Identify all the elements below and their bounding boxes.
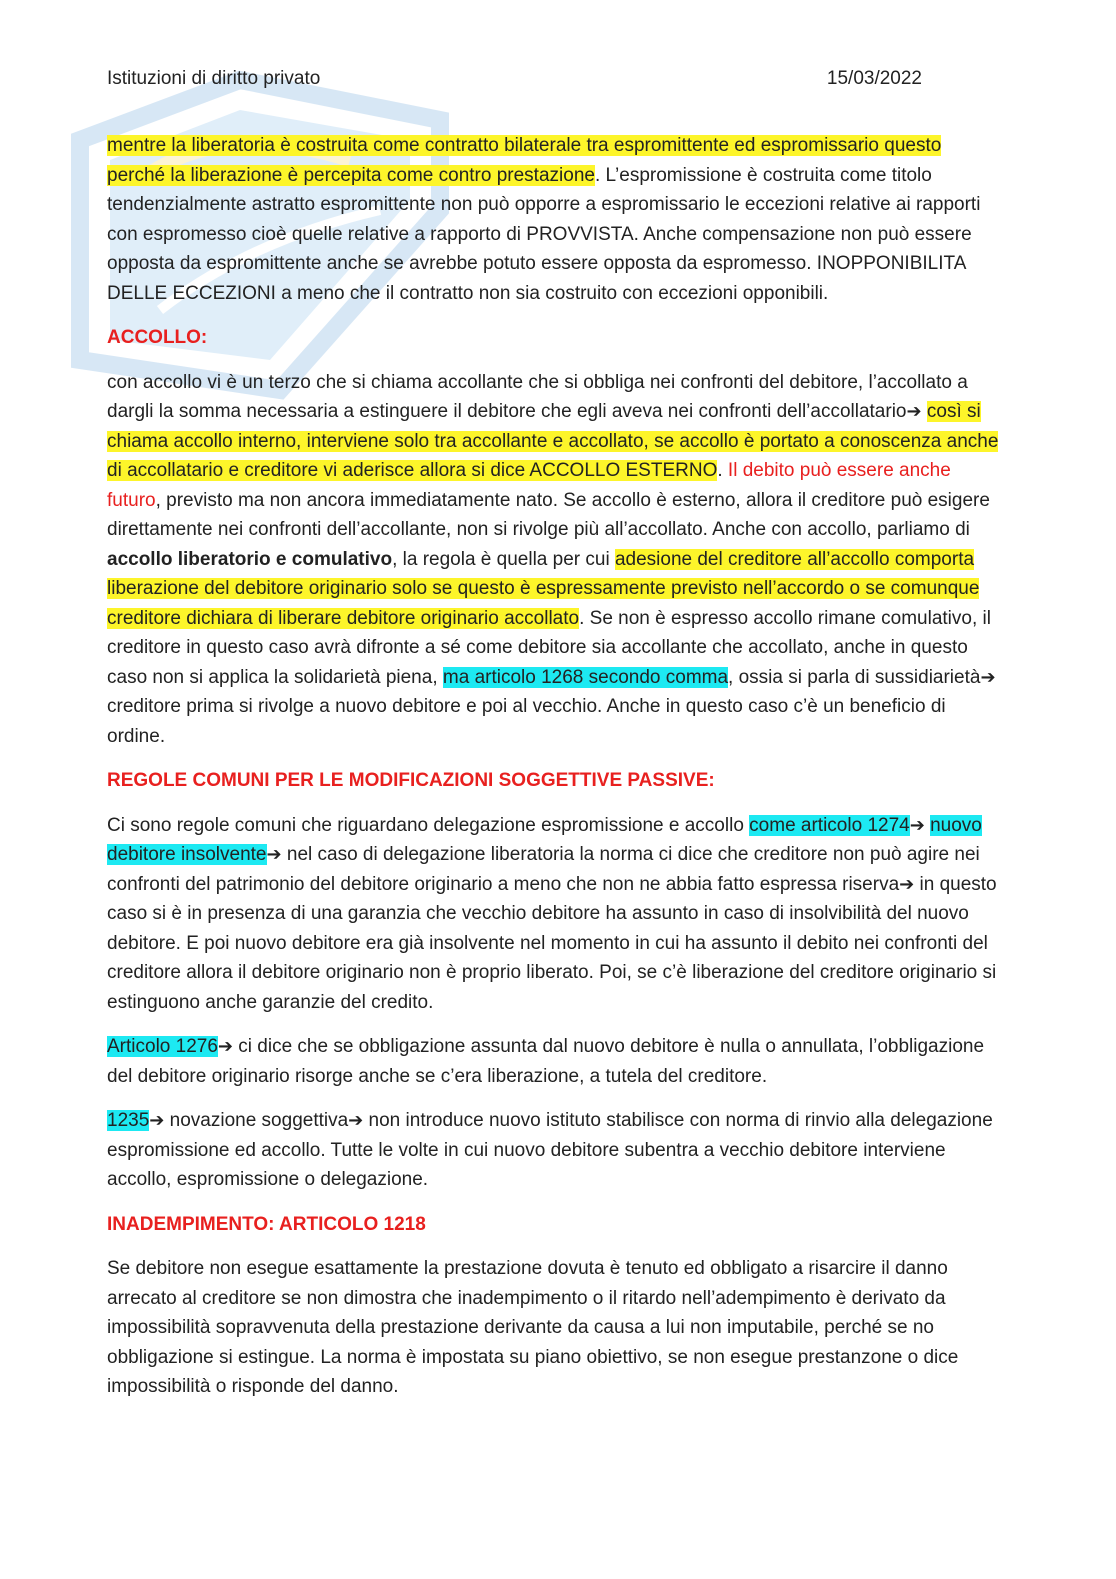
- text-span: novazione soggettiva: [169, 1110, 349, 1131]
- heading-regole-comuni: REGOLE COMUNI PER LE MODIFICAZIONI SOGGETTIVE PASSIVE:: [107, 770, 715, 791]
- paragraph-1235: [107, 1106, 1002, 1195]
- heading-accollo: ACCOLLO:: [107, 327, 208, 348]
- arrow-right-icon: ➔: [217, 1036, 233, 1056]
- paragraph-regole: [107, 811, 1002, 1018]
- arrow-right-icon: ➔: [149, 1110, 165, 1130]
- text-span: non introduce nuovo istituto stabilisce con norma di rinvio alla delegazione espromissione ed accollo. Tutte le volte in cui nuovo debitore subentra a vecchio debitore interviene accollo, espromissione o delegazione.: [107, 1110, 993, 1190]
- arrow-right-icon: ➔: [266, 844, 282, 864]
- paragraph-inadempimento: [107, 1254, 1002, 1402]
- text-span: ci dice che se obbligazione assunta dal nuovo debitore è nulla o annullata, l’obbligazione del debitore originario risorge anche se c’era liberazione, a tutela del creditore.: [107, 1036, 985, 1087]
- arrow-right-icon: ➔: [980, 666, 996, 687]
- document-title: Istituzioni di diritto privato: [107, 68, 321, 89]
- text-span: con accollo vi è un terzo che si chiama accollante che si obbliga nei confronti del debitore, l’accollato a dargli la somma necessaria a estinguere il debitore che egli aveva nei confronti dell’accollatario: [107, 371, 968, 422]
- text-span: Se debitore non esegue esattamente la prestazione dovuta è tenuto ed obbligato a risarcire il danno arrecato al creditore se non dimostra che inadempimento o il ritardo nell’adempimento è derivato da impossibilità sopravvenuta della prestazione derivante da causa a lui non imputabile, perché se no obbligazione si estingue. La norma è impostata su piano obiettivo, se non esegue prestanzone o dice impossibilità o risponde del danno.: [107, 1258, 959, 1397]
- document-body: [107, 131, 1002, 1417]
- text-span: Ci sono regole comuni che riguardano delegazione espromissione e accollo: [107, 814, 744, 836]
- arrow-right-icon: ➔: [909, 814, 925, 835]
- text-span: , ossia si parla di sussidiarietà: [728, 666, 981, 688]
- highlight-cyan: Articolo 1276: [107, 1036, 218, 1057]
- heading-inadempimento: INADEMPIMENTO: ARTICOLO 1218: [107, 1213, 426, 1235]
- highlight-cyan: come articolo 1274: [749, 814, 910, 836]
- page-header: [107, 68, 922, 96]
- text-span: , previsto ma non ancora immediatamente nato. Se accollo è esterno, allora il creditore può esigere direttamente nei confronti dell’accollante, non si rivolge più all’accollato. Anche con accollo, parliamo di: [107, 489, 990, 540]
- paragraph-espromissione: [107, 131, 1002, 308]
- paragraph-accollo: [107, 368, 1002, 752]
- arrow-right-icon: ➔: [348, 1110, 364, 1130]
- highlight-yellow: adesione del creditore all’accollo comporta liberazione del debitore originario solo se questo è espressamente previsto nell’accordo o se comunque creditore dichiara di liberare debitore originario accollato: [107, 548, 980, 629]
- highlight-cyan: ma articolo 1268 secondo comma: [442, 666, 729, 688]
- text-span: nel caso di delegazione liberatoria la norma ci dice che creditore non può agire nei confronti del patrimonio del debitore originario a meno che non ne abbia fatto espressa riserva: [107, 844, 980, 895]
- text-span: . Se non è espresso accollo rimane comulativo, il creditore in questo caso avrà difronte a sé come debitore sia accollante che accollato, anche in questo caso non si applica la solidarietà piena,: [107, 607, 991, 688]
- highlight-cyan: 1235: [107, 1110, 150, 1131]
- arrow-right-icon: ➔: [899, 873, 915, 894]
- text-span: . L’espromissione è costruita come titolo tendenzialmente astratto espromittente non può opporre a espromissario le eccezioni relative ai rapporti con espromesso cioè quelle relative a rapporto di PROVVISTA. Anche compensazione non può essere opposta da espromittente anche se avrebbe potuto essere opposta da espromesso. INOPPONIBILITA DELLE ECCEZIONI a meno che il contratto non sia costruito con eccezioni opponibili.: [107, 164, 981, 304]
- highlight-yellow: così si chiama accollo interno, interviene solo tra accollante e accollato, se accollo è portato a conoscenza anche di accollatario e creditore vi aderisce allora si dice ACCOLLO ESTERNO: [107, 401, 999, 481]
- text-span: , la regola è quella per cui: [392, 548, 610, 570]
- highlight-cyan: nuovo debitore insolvente: [107, 814, 982, 865]
- text-span: creditore prima si rivolge a nuovo debitore e poi al vecchio. Anche in questo caso c’è un beneficio di ordine.: [107, 696, 946, 747]
- red-text: Il debito può essere anche futuro: [107, 460, 951, 511]
- text-span: .: [717, 460, 723, 481]
- arrow-right-icon: ➔: [906, 401, 922, 421]
- paragraph-articolo-1276: [107, 1032, 1002, 1091]
- highlight-yellow: mentre la liberatoria è costruita come contratto bilaterale tra espromittente ed espromissario questo perché la liberazione è percepita come contro prestazione: [107, 135, 942, 186]
- bold-text: accollo liberatorio e comulativo: [107, 548, 393, 570]
- document-date: 15/03/2022: [826, 68, 922, 89]
- text-span: in questo caso si è in presenza di una garanzia che vecchio debitore ha assunto in caso di insolvibilità del nuovo debitore. E poi nuovo debitore era già insolvente nel momento in cui ha assunto il debito nei confronti del creditore allora il debitore originario non è proprio liberato. Poi, se c’è liberazione del creditore originario si estinguono anche garanzie del credito.: [107, 873, 997, 1013]
